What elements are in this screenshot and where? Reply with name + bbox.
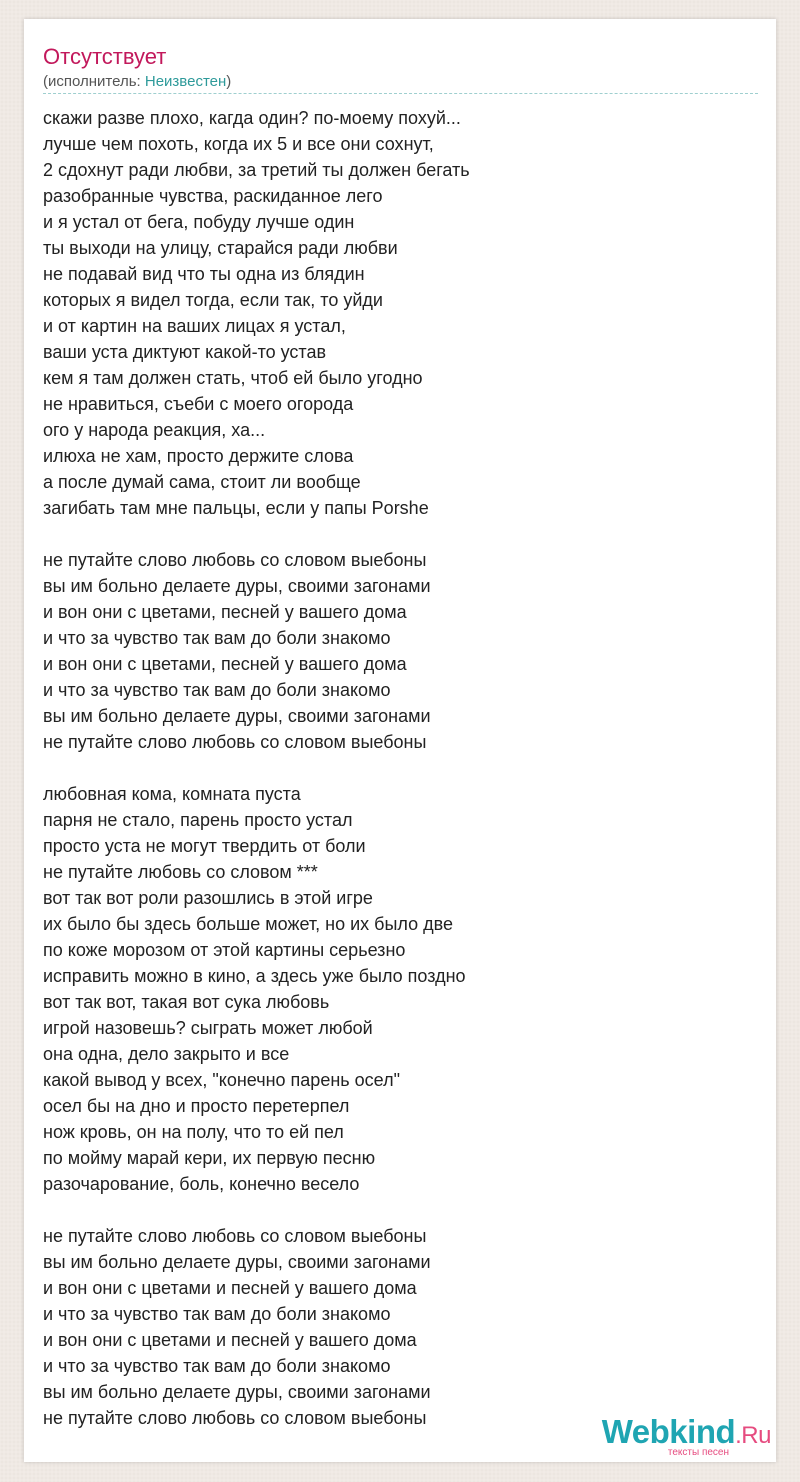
stanza-1	[43, 105, 743, 521]
lyric-line: 2 сдохнут ради любви, за третий ты должен бегать	[43, 160, 470, 180]
lyric-line: и что за чувство так вам до боли знакомо	[43, 680, 391, 700]
lyric-line: а после думай сама, стоит ли вообще	[43, 472, 361, 492]
lyric-line: не нравиться, съеби с моего огорода	[43, 394, 354, 414]
lyric-line: по мойму марай кери, их первую песню	[43, 1148, 376, 1168]
artist-link[interactable]: Неизвестен	[144, 73, 227, 90]
lyric-line: вы им больно делаете дуры, своими загонами	[43, 1252, 431, 1272]
lyric-line: не путайте любовь со словом ***	[43, 862, 318, 882]
lyric-line: скажи разве плохо, кагда один? по-моему похуй...	[43, 108, 461, 128]
lyric-line: парня не стало, парень просто устал	[43, 810, 353, 830]
lyric-line: какой вывод у всех, "конечно парень осел"	[43, 1070, 400, 1090]
lyric-line: вы им больно делаете дуры, своими загонами	[43, 1382, 431, 1402]
artist-suffix: )	[226, 73, 232, 90]
lyric-line: и я устал от бега, побуду лучше один	[43, 212, 355, 232]
lyric-line: нож кровь, он на полу, что то ей пел	[43, 1122, 344, 1142]
stanza-3	[43, 781, 743, 1197]
lyric-line: и вон они с цветами и песней у вашего дома	[43, 1330, 417, 1350]
lyric-line: вот так вот, такая вот сука любовь	[43, 992, 330, 1012]
lyric-line: и вон они с цветами, песней у вашего дома	[43, 654, 407, 674]
lyric-line: осел бы на дно и просто перетерпел	[43, 1096, 350, 1116]
lyric-line: вот так вот роли разошлись в этой игре	[43, 888, 373, 908]
lyric-line: илюха не хам, просто держите слова	[43, 446, 354, 466]
lyric-line: и что за чувство так вам до боли знакомо	[43, 1304, 391, 1324]
lyric-line: ого у народа реакция, ха...	[43, 420, 266, 440]
logo-tagline: тексты песен	[667, 1447, 729, 1458]
webkind-logo[interactable]	[571, 1414, 771, 1458]
lyric-line: не путайте слово любовь со словом выебоны	[43, 732, 427, 752]
stanza-2	[43, 547, 743, 755]
lyric-line: просто уста не могут твердить от боли	[43, 836, 366, 856]
lyric-line: и что за чувство так вам до боли знакомо	[43, 628, 391, 648]
lyric-line: не путайте слово любовь со словом выебоны	[43, 550, 427, 570]
lyric-line: любовная кома, комната пуста	[43, 784, 301, 804]
lyric-line: которых я видел тогда, если так, то уйди	[43, 290, 383, 310]
lyric-line: игрой назовешь? сыграть может любой	[43, 1018, 373, 1038]
lyric-line: не путайте слово любовь со словом выебоны	[43, 1226, 427, 1246]
lyric-line: вы им больно делаете дуры, своими загонами	[43, 576, 431, 596]
lyric-line: не подавай вид что ты одна из блядин	[43, 264, 365, 284]
lyrics-card	[24, 19, 776, 1462]
lyric-line: разобранные чувства, раскиданное лего	[43, 186, 383, 206]
lyric-line: она одна, дело закрыто и все	[43, 1044, 290, 1064]
logo-name: Webkind	[601, 1413, 736, 1450]
lyric-line: ваши уста диктуют какой-то устав	[43, 342, 327, 362]
title-divider	[43, 93, 758, 94]
lyric-line: их было бы здесь больше может, но их было две	[43, 914, 454, 934]
stanza-4	[43, 1223, 743, 1431]
lyric-line: кем я там должен стать, чтоб ей было угодно	[43, 368, 423, 388]
lyric-line: загибать там мне пальцы, если у папы Porshe	[43, 498, 429, 518]
artist-line	[43, 73, 231, 91]
lyric-line: исправить можно в кино, а здесь уже было поздно	[43, 966, 466, 986]
lyric-line: по коже морозом от этой картины серьезно	[43, 940, 406, 960]
lyric-line: и что за чувство так вам до боли знакомо	[43, 1356, 391, 1376]
lyric-line: и вон они с цветами и песней у вашего дома	[43, 1278, 417, 1298]
lyric-line: ты выходи на улицу, старайся ради любви	[43, 238, 398, 258]
lyric-line: разочарование, боль, конечно весело	[43, 1174, 360, 1194]
lyric-line: не путайте слово любовь со словом выебоны	[43, 1408, 427, 1428]
lyric-line: и от картин на ваших лицах я устал,	[43, 316, 346, 336]
artist-prefix: (исполнитель:	[43, 73, 145, 90]
song-title: Отсутствует	[43, 44, 167, 69]
lyric-line: вы им больно делаете дуры, своими загонами	[43, 706, 431, 726]
lyric-line: и вон они с цветами, песней у вашего дома	[43, 602, 407, 622]
lyrics-body	[43, 105, 743, 1431]
lyric-line: лучше чем похоть, когда их 5 и все они сохнут,	[43, 134, 434, 154]
logo-tld: .Ru	[735, 1422, 771, 1449]
